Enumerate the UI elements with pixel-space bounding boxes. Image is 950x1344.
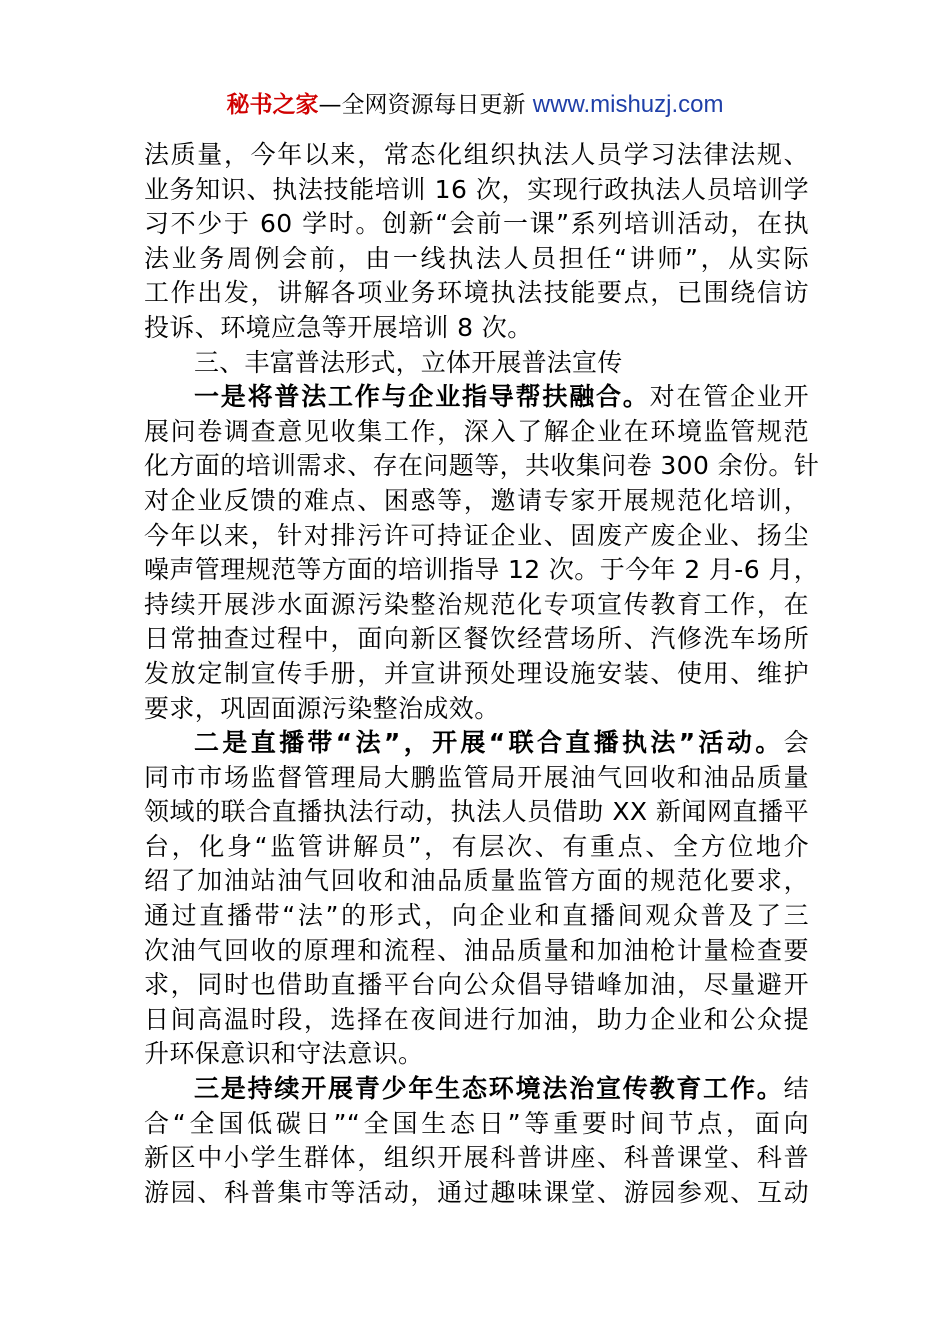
text-line: 日常抽查过程中，面向新区餐饮经营场所、汽修洗车场所 [144,624,809,654]
paragraph-lead-tail: 会 [783,728,809,758]
site-brand: 秘书之家 [226,92,319,118]
document-body [144,138,820,1210]
text-line: 业务知识、执法技能培训 16 次，实现行政执法人员培训学 [144,174,809,204]
text-line: 要求，巩固面源污染整治成效。 [144,693,500,723]
text-line: 同市市场监督管理局大鹏监管局开展油气回收和油品质量 [144,762,809,792]
paragraph-lead: 一是将普法工作与企业指导帮扶融合。 [194,382,650,412]
paragraph-lead: 二是直播带“法”，开展“联合直播执法”活动。 [194,728,784,758]
text-line: 次油气回收的原理和流程、油品质量和加油枪计量检查要 [144,935,809,965]
paragraph-lead-tail: 对在管企业开 [649,382,809,412]
text-line [144,726,809,761]
section-heading [144,346,809,381]
paragraph-lead-tail: 结 [783,1074,809,1104]
text-line: 法质量，今年以来，常态化组织执法人员学习法律法规、 [144,140,809,169]
text-line: 噪声管理规范等方面的培训指导 12 次。于今年 2 月-6 月， [144,555,820,585]
site-header [0,88,950,122]
paragraph-youth-education [144,1072,809,1210]
text-line [144,380,809,415]
paragraph-enterprise-guidance [144,380,820,726]
text-line: 领域的联合直播执法行动，执法人员借助 XX 新闻网直播平 [144,797,809,827]
paragraph-training [144,138,809,346]
paragraph-live-broadcast [144,726,809,1072]
text-line: 通过直播带“法”的形式，向企业和直播间观众普及了三 [144,901,809,931]
text-line: 日间高温时段，选择在夜间进行加油，助力企业和公众提 [144,1004,809,1034]
text-line: 工作出发，讲解各项业务环境执法技能要点，已围绕信访 [144,278,809,308]
section-heading-text: 三、丰富普法形式，立体开展普法宣传 [194,347,623,377]
text-line: 投诉、环境应急等开展培训 8 次。 [144,312,533,342]
text-line: 化方面的培训需求、存在问题等，共收集问卷 300 余份。针 [144,451,820,481]
text-line: 游园、科普集市等活动，通过趣味课堂、游园参观、互动 [144,1177,809,1207]
text-line: 法业务周例会前，由一线执法人员担任“讲师”，从实际 [144,243,809,273]
text-line: 持续开展涉水面源污染整治规范化专项宣传教育工作，在 [144,589,809,619]
text-line: 发放定制宣传手册，并宣讲预处理设施安装、使用、维护 [144,658,809,688]
site-tagline: —全网资源每日更新 [318,92,533,118]
text-line: 对企业反馈的难点、困惑等，邀请专家开展规范化培训， [144,485,809,515]
text-line: 习不少于 60 学时。创新“会前一课”系列培训活动，在执 [144,209,809,239]
text-line: 今年以来，针对排污许可持证企业、固废产废企业、扬尘 [144,520,809,550]
text-line: 合“全国低碳日”“全国生态日”等重要时间节点，面向 [144,1108,809,1138]
text-line: 求，同时也借助直播平台向公众倡导错峰加油，尽量避开 [144,970,809,1000]
text-line: 升环保意识和守法意识。 [144,1039,424,1069]
text-line: 台，化身“监管讲解员”，有层次、有重点、全方位地介 [144,831,809,861]
text-line: 展问卷调查意见收集工作，深入了解企业在环境监管规范 [144,416,809,446]
text-line: 新区中小学生群体，组织开展科普讲座、科普课堂、科普 [144,1143,809,1173]
paragraph-lead: 三是持续开展青少年生态环境法治宣传教育工作。 [194,1074,784,1104]
text-line: 绍了加油站油气回收和油品质量监管方面的规范化要求， [144,866,809,896]
text-line [144,1072,809,1107]
site-url-link[interactable]: www.mishuzj.com [532,91,724,118]
